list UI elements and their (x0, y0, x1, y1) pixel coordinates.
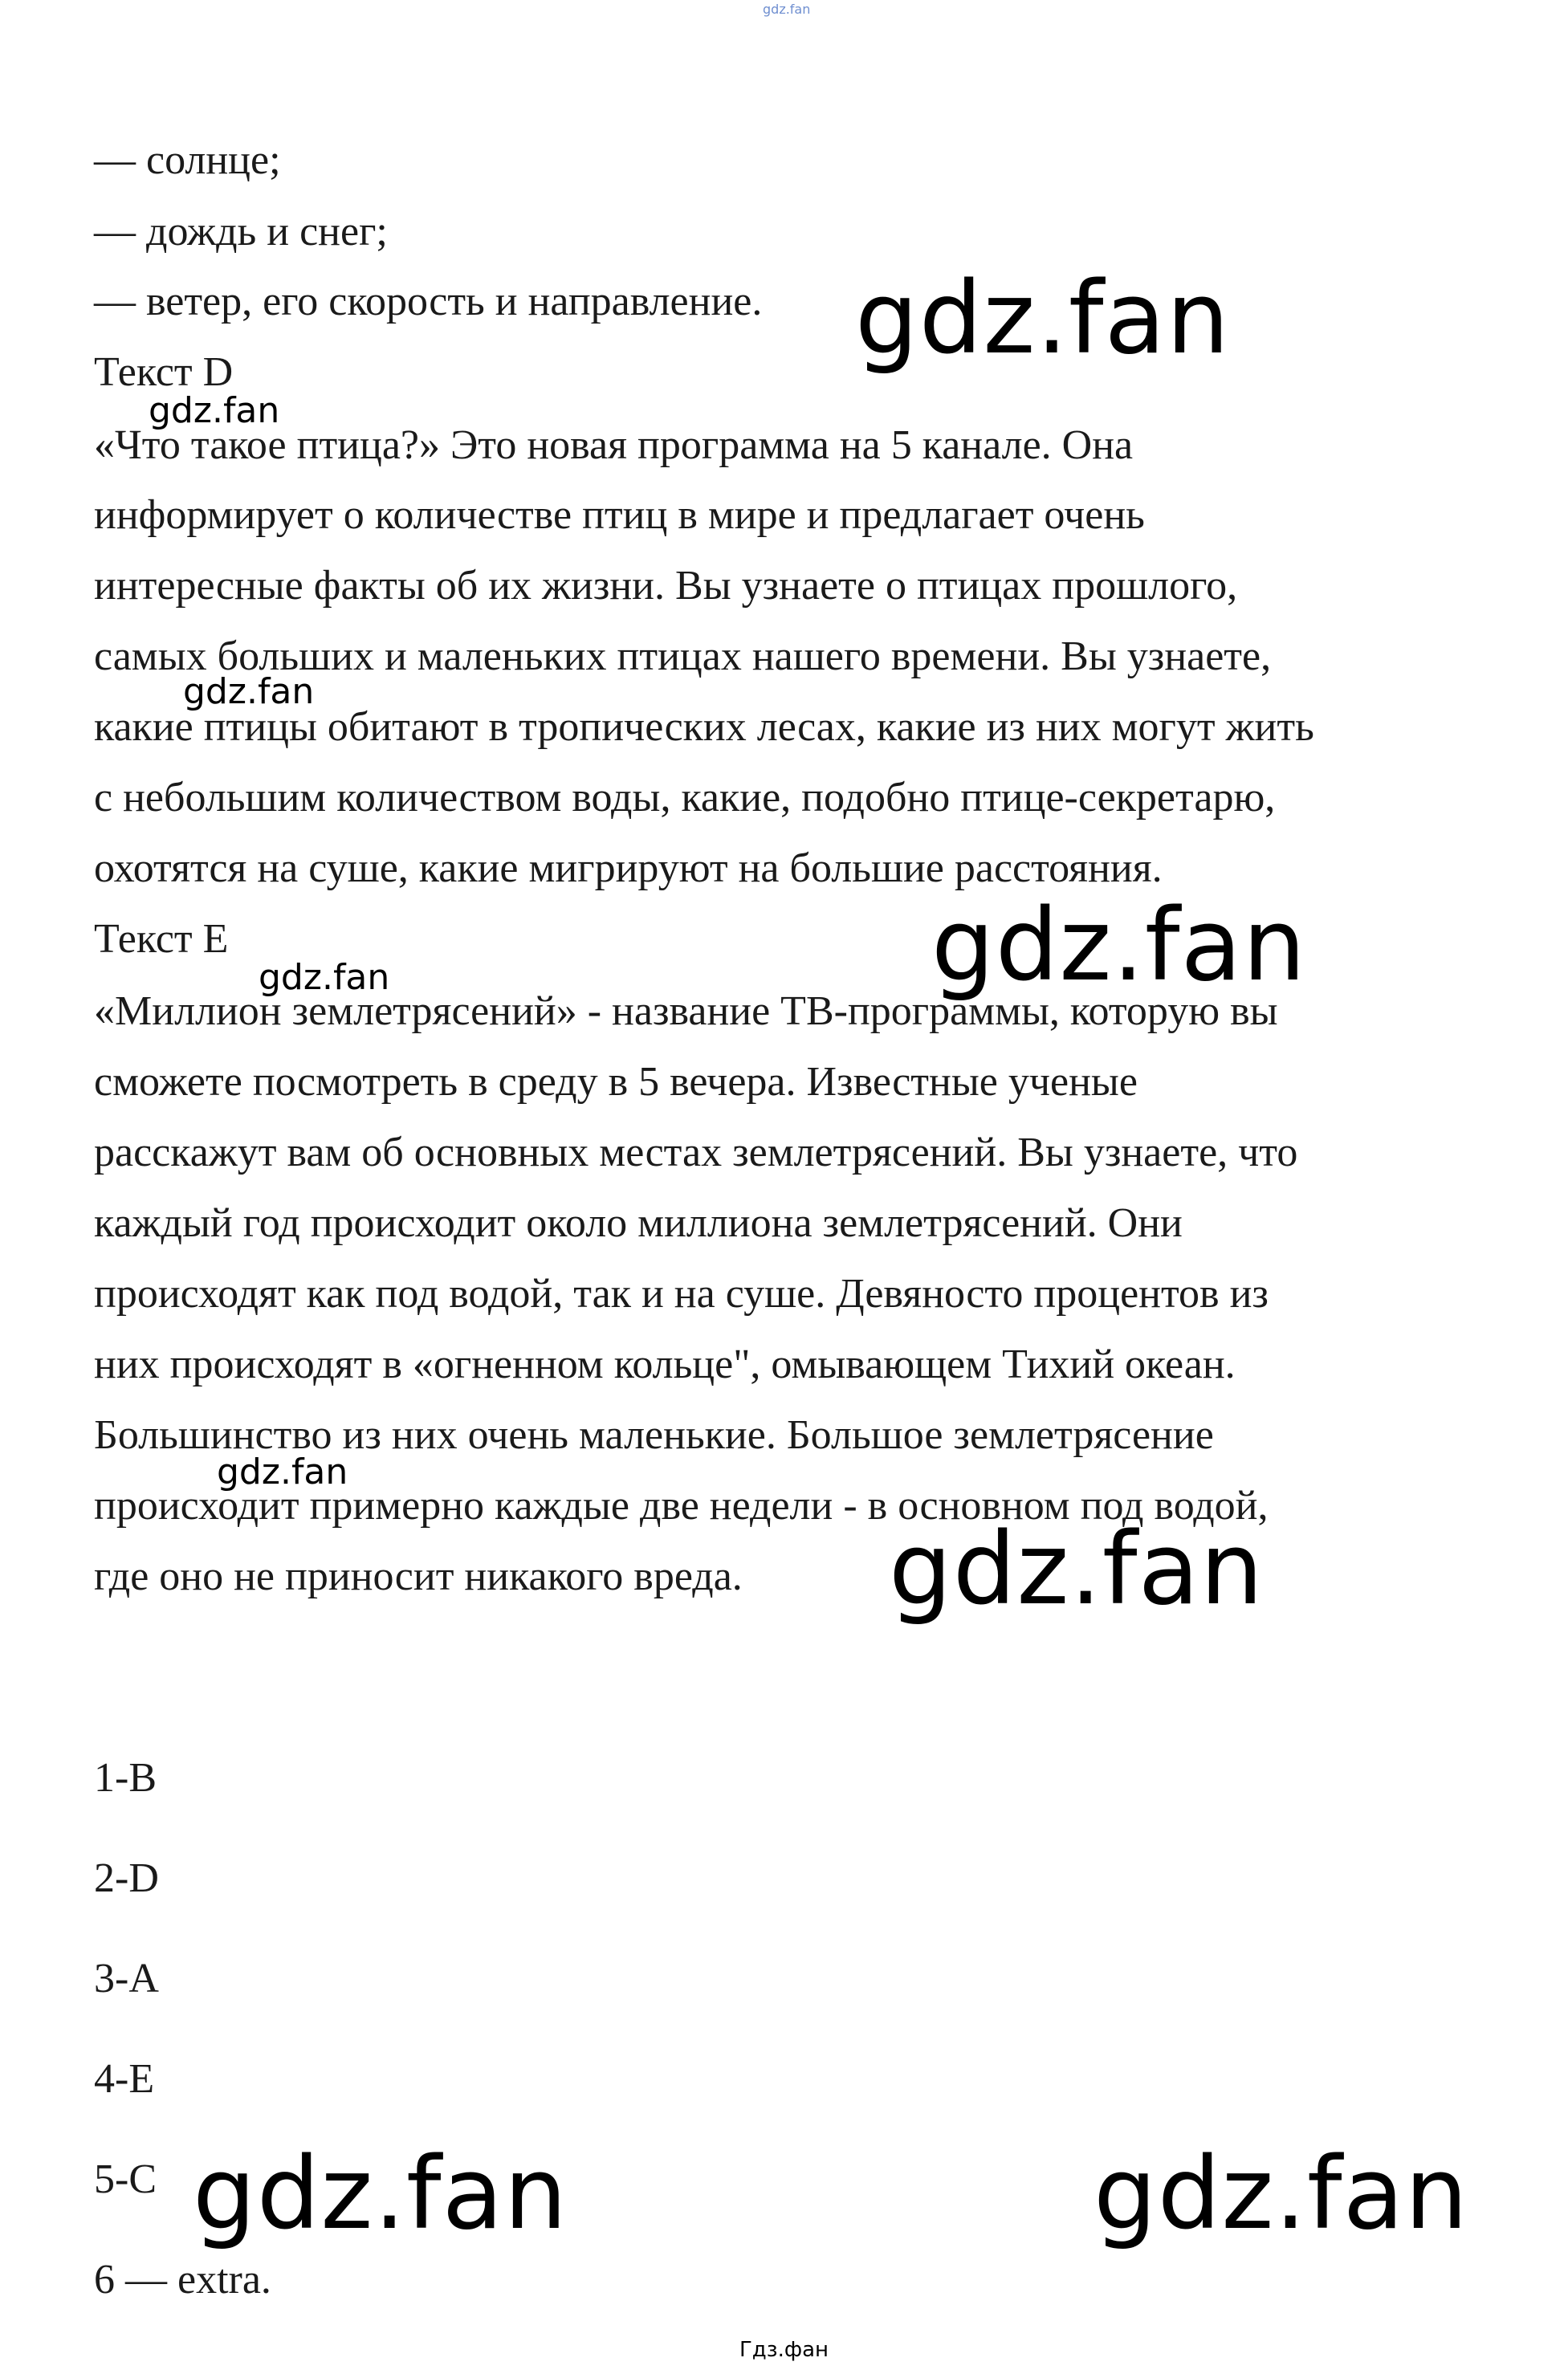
watermark-small: gdz.fan (183, 671, 315, 712)
paragraph-line: с небольшим количеством воды, какие, подобно птице-секретарю, (94, 775, 1276, 821)
list-item: — ветер, его скорость и направление. (94, 279, 763, 324)
watermark-large: gdz.fan (889, 1512, 1265, 1627)
answer-item: 2-D (94, 1855, 159, 1901)
paragraph-line: «Что такое птица?» Это новая программа на 5 канале. Она (94, 422, 1134, 468)
paragraph-line: происходит примерно каждые две недели - в основном под водой, (94, 1483, 1269, 1529)
answer-item: 4-E (94, 2056, 155, 2102)
watermark-small: gdz.fan (149, 390, 280, 431)
paragraph-line: «Миллион землетрясений» - название ТВ-программы, которую вы (94, 988, 1278, 1034)
section-heading-text-e: Текст E (94, 916, 229, 962)
paragraph-line: расскажут вам об основных местах землетрясений. Вы узнаете, что (94, 1130, 1298, 1175)
watermark-large: gdz.fan (931, 888, 1307, 1004)
answer-item: 5-C (94, 2156, 157, 2202)
paragraph-line: самых больших и маленьких птицах нашего времени. Вы узнаете, (94, 633, 1272, 679)
paragraph-line: Большинство из них очень маленькие. Большое землетрясение (94, 1412, 1214, 1458)
paragraph-line: какие птицы обитают в тропических лесах, какие из них могут жить (94, 704, 1314, 750)
header-watermark: gdz.fan (763, 2, 811, 17)
paragraph-line: них происходят в «огненном кольце", омывающем Тихий океан. (94, 1342, 1236, 1387)
paragraph-line: происходят как под водой, так и на суше. Девяносто процентов из (94, 1271, 1269, 1317)
answer-item: 1-B (94, 1755, 157, 1801)
paragraph-line: каждый год происходит около миллиона землетрясений. Они (94, 1200, 1183, 1246)
list-item: — солнце; (94, 137, 281, 183)
answer-item: 3-A (94, 1956, 159, 2001)
paragraph-line: сможете посмотреть в среду в 5 вечера. Известные ученые (94, 1059, 1138, 1105)
paragraph-line: где оно не приносит никакого вреда. (94, 1553, 743, 1599)
list-item: — дождь и снег; (94, 209, 388, 255)
paragraph-line: интересные факты об их жизни. Вы узнаете о птицах прошлого, (94, 563, 1238, 609)
watermark-small: gdz.fan (259, 957, 390, 998)
section-heading-text-d: Текст D (94, 349, 234, 395)
footer-site-name: Гдз.фан (739, 2338, 829, 2362)
watermark-small: gdz.fan (217, 1452, 348, 1492)
watermark-large: gdz.fan (1094, 2136, 1469, 2252)
watermark-large: gdz.fan (193, 2136, 568, 2252)
watermark-large: gdz.fan (855, 261, 1231, 377)
paragraph-line: информирует о количестве птиц в мире и предлагает очень (94, 492, 1145, 538)
answer-item: 6 — extra. (94, 2257, 271, 2303)
paragraph-line: охотятся на суше, какие мигрируют на большие расстояния. (94, 845, 1163, 891)
